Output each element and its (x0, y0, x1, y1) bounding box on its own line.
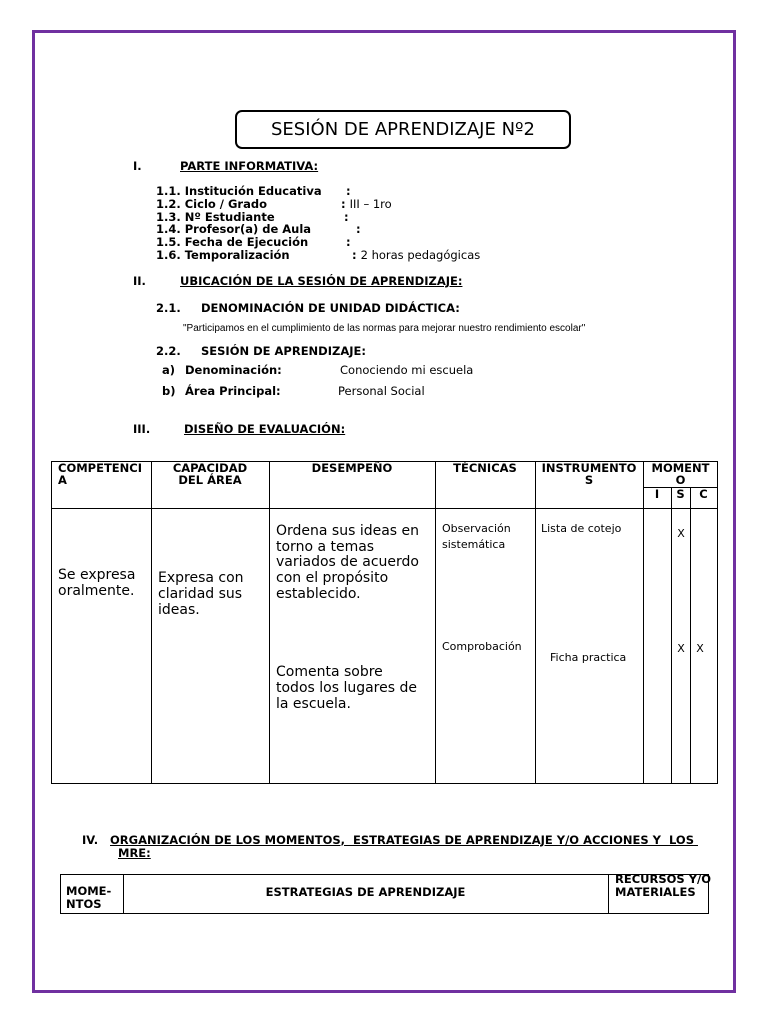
table-column-divider (535, 461, 536, 784)
info-item-label: 1.2. Ciclo / Grado (156, 196, 267, 211)
field-value-denominacion: Conociendo mi escuela (340, 362, 474, 377)
header-momento-cell (643, 462, 718, 486)
table-column-divider (269, 461, 270, 784)
info-item-label: 1.5. Fecha de Ejecución (156, 234, 309, 249)
info-item-separator: : (344, 209, 349, 224)
field-value-area: Personal Social (338, 383, 425, 398)
cell-tecnica: Observación sistemática (442, 522, 511, 551)
header-estrategias: ESTRATEGIAS DE APRENDIZAJE (265, 884, 466, 899)
cell-desempeno: Comenta sobre todos los lugares de la escuela. (276, 664, 417, 712)
info-item-value (352, 249, 480, 262)
header-instrumentos-cell (535, 462, 643, 486)
header-tecnicas-cell (435, 462, 535, 474)
header-momento-s: S (676, 487, 685, 501)
section-2-number: II. (133, 273, 146, 288)
table-column-divider (608, 874, 609, 914)
cell-competencia: Se expresa oralmente. (58, 567, 136, 599)
subsection-2-1-heading: DENOMINACIÓN DE UNIDAD DIDÁCTICA: (201, 300, 460, 315)
header-capacidad-cell (151, 462, 269, 486)
cell-instrumento: Ficha practica (550, 651, 627, 664)
ciclo-grado-value: III – 1ro (349, 196, 392, 211)
info-item-value (346, 185, 351, 198)
field-marker: b) (162, 383, 176, 398)
unit-name: "Participamos en el cumplimiento de las normas para mejorar nuestro rendimiento escolar" (183, 323, 586, 334)
info-item-separator: : (356, 221, 361, 236)
table-column-divider (643, 461, 644, 784)
header-instrumentos: INSTRUMENTOS (541, 461, 637, 487)
table-header-divider (51, 508, 718, 509)
header-capacidad: CAPACIDAD DEL ÁREA (172, 461, 248, 487)
info-item-label: 1.6. Temporalización (156, 247, 290, 262)
momento-c-mark: X (696, 642, 704, 655)
momento-s-mark: X (677, 527, 685, 540)
subsection-2-2-number: 2.2. (156, 343, 181, 358)
table-column-divider (151, 461, 152, 784)
session-title-box (235, 110, 571, 149)
header-estrategias-cell (123, 886, 608, 899)
header-momento-i: I (654, 487, 660, 501)
cell-desempeno: Ordena sus ideas en torno a temas variados de acuerdo con el propósito establecido. (276, 523, 420, 602)
header-momento: MOMENTO (651, 461, 710, 487)
header-competencia: COMPETENCIA (58, 461, 142, 487)
header-recursos: RECURSOS Y/O MATERIALES (615, 871, 711, 899)
section-1-number: I. (133, 158, 142, 173)
field-marker: a) (162, 362, 176, 377)
info-item-separator: : (352, 247, 357, 262)
section-3-number: III. (133, 421, 151, 436)
field-label-area: Área Principal: (185, 383, 281, 398)
info-item-label: 1.3. Nº Estudiante (156, 209, 275, 224)
subsection-2-2-heading: SESIÓN DE APRENDIZAJE: (201, 343, 366, 358)
info-item-value (346, 236, 351, 249)
info-item-label: 1.1. Institución Educativa (156, 183, 322, 198)
field-label-denominacion: Denominación: (185, 362, 282, 377)
header-desempeno: DESEMPEÑO (311, 461, 393, 475)
cell-tecnica: Comprobación (442, 640, 522, 653)
header-tecnicas: TÉCNICAS (453, 461, 517, 475)
page-title: SESIÓN DE APRENDIZAJE Nº2 (271, 119, 535, 140)
info-item-separator: : (346, 234, 351, 249)
momento-s-mark: X (677, 642, 685, 655)
info-item-label: 1.4. Profesor(a) de Aula (156, 221, 312, 236)
header-desempeno-cell (269, 462, 435, 474)
info-item-value (344, 211, 349, 224)
header-momento-c: C (699, 487, 708, 501)
section-4-number: IV. (82, 832, 99, 847)
info-item-separator: : (346, 183, 351, 198)
section-2-heading: UBICACIÓN DE LA SESIÓN DE APRENDIZAJE: (180, 273, 463, 288)
temporalizacion-value: 2 horas pedagógicas (360, 247, 481, 262)
subsection-2-1-number: 2.1. (156, 300, 181, 315)
cell-capacidad: Expresa con claridad sus ideas. (158, 570, 244, 618)
info-item-separator: : (341, 196, 346, 211)
info-item-value (356, 223, 361, 236)
header-momentos: MOME-NTOS (66, 883, 112, 911)
section-1-heading: PARTE INFORMATIVA: (180, 158, 319, 173)
section-4-heading: ORGANIZACIÓN DE LOS MOMENTOS, ESTRATEGIAS DE APRENDIZAJE Y/O ACCIONES Y LOS MRE: (110, 832, 698, 860)
section-3-heading: DISEÑO DE EVALUACIÓN: (184, 421, 346, 436)
table-column-divider (435, 461, 436, 784)
cell-instrumento: Lista de cotejo (541, 522, 622, 535)
